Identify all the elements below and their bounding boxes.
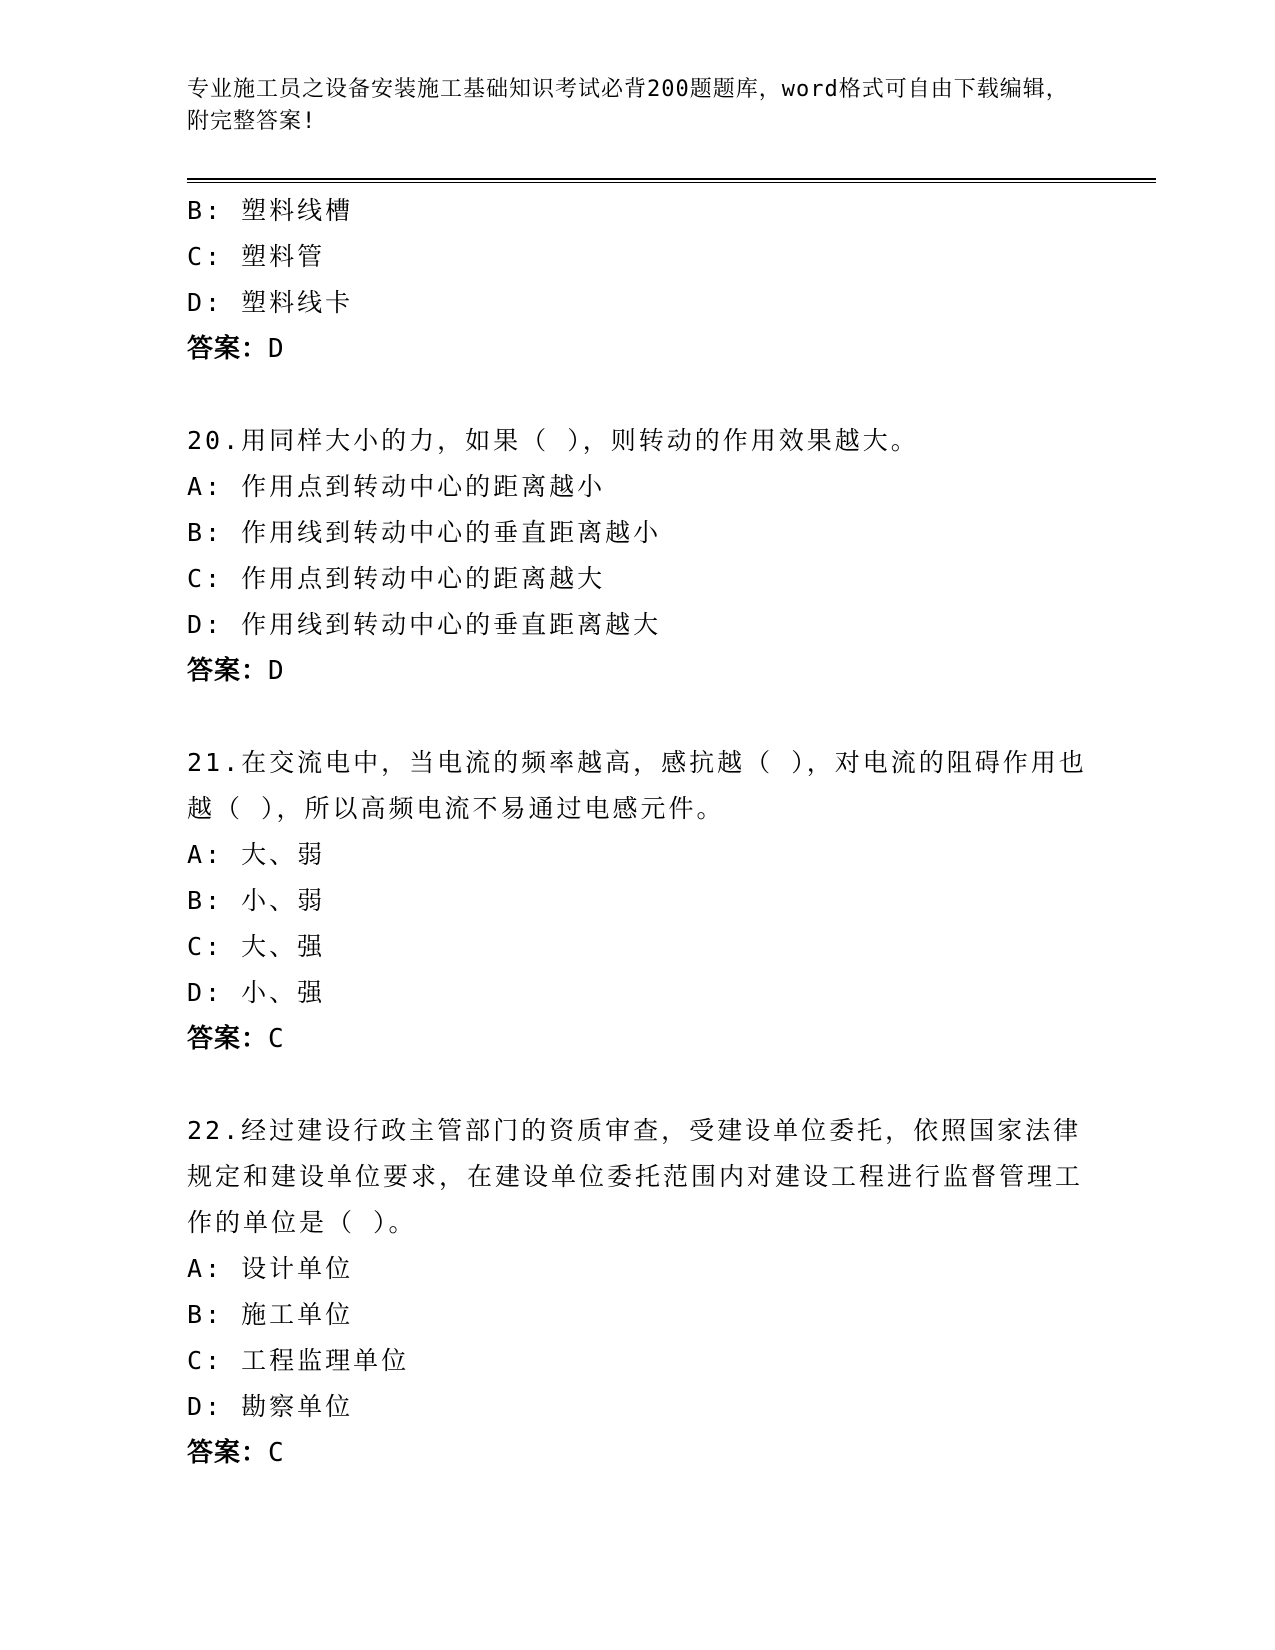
spacer	[187, 372, 1087, 418]
option-label: A:	[187, 840, 224, 869]
option-label: C:	[187, 242, 224, 271]
option-label: A:	[187, 472, 224, 501]
option-label: D:	[187, 610, 224, 639]
option-label: B:	[187, 196, 224, 225]
option-label: D:	[187, 1392, 224, 1421]
answer-line	[187, 1430, 1087, 1476]
option-text: 作用点到转动中心的距离越小	[241, 472, 606, 501]
option-d	[187, 1384, 1087, 1430]
spacer	[187, 694, 1087, 740]
option-label: C:	[187, 564, 224, 593]
option-d	[187, 970, 1087, 1016]
option-label: B:	[187, 886, 224, 915]
option-label: D:	[187, 978, 224, 1007]
option-text: 作用线到转动中心的垂直距离越大	[241, 610, 662, 639]
option-label: A:	[187, 1254, 224, 1283]
header-divider	[187, 178, 1156, 183]
answer-value: D	[268, 334, 285, 364]
question-stem: 22.经过建设行政主管部门的资质审查，受建设单位委托，依照国家法律规定和建设单位要求，在建设单位委托范围内对建设工程进行监督管理工作的单位是（ ）。	[187, 1116, 1084, 1237]
option-label: B:	[187, 518, 224, 547]
option-c	[187, 924, 1087, 970]
option-a	[187, 832, 1087, 878]
option-c	[187, 556, 1087, 602]
answer-line	[187, 326, 1087, 372]
question-stem: 20.用同样大小的力，如果（ ），则转动的作用效果越大。	[187, 426, 919, 455]
option-text: 大、强	[241, 932, 326, 961]
option-a	[187, 464, 1087, 510]
option-d	[187, 280, 1087, 326]
option-b	[187, 1292, 1087, 1338]
answer-label: 答案：	[187, 1438, 269, 1468]
question-stem: 21.在交流电中，当电流的频率越高，感抗越（ ），对电流的阻碍作用也越（ ），所以高频电流不易通过电感元件。	[187, 748, 1087, 823]
question-21	[187, 740, 1087, 1062]
answer-value: C	[268, 1024, 285, 1054]
option-text: 塑料线槽	[241, 196, 354, 225]
option-text: 塑料线卡	[241, 288, 354, 317]
question-19-continued	[187, 188, 1087, 372]
question-list	[187, 188, 1087, 1476]
option-d	[187, 602, 1087, 648]
option-label: D:	[187, 288, 224, 317]
option-text: 设计单位	[241, 1254, 354, 1283]
answer-label: 答案：	[187, 1024, 269, 1054]
answer-label: 答案：	[187, 334, 269, 364]
question-22	[187, 1108, 1087, 1476]
answer-value: D	[268, 656, 285, 686]
answer-line	[187, 648, 1087, 694]
option-text: 小、弱	[241, 886, 326, 915]
option-text: 作用点到转动中心的距离越大	[241, 564, 606, 593]
option-label: B:	[187, 1300, 224, 1329]
document-header: 专业施工员之设备安装施工基础知识考试必背200题题库，word格式可自由下载编辑，附完整答案!	[187, 77, 1069, 134]
option-b	[187, 510, 1087, 556]
answer-label: 答案：	[187, 656, 269, 686]
option-label: C:	[187, 1346, 224, 1375]
option-b	[187, 878, 1087, 924]
option-text: 施工单位	[241, 1300, 354, 1329]
option-text: 作用线到转动中心的垂直距离越小	[241, 518, 662, 547]
option-c	[187, 234, 1087, 280]
option-a	[187, 1246, 1087, 1292]
spacer	[187, 1062, 1087, 1108]
option-label: C:	[187, 932, 224, 961]
answer-value: C	[268, 1438, 285, 1468]
option-text: 工程监理单位	[241, 1346, 410, 1375]
answer-line	[187, 1016, 1087, 1062]
option-b	[187, 188, 1087, 234]
option-text: 小、强	[241, 978, 326, 1007]
option-text: 大、弱	[241, 840, 326, 869]
option-c	[187, 1338, 1087, 1384]
option-text: 塑料管	[241, 242, 326, 271]
option-text: 勘察单位	[241, 1392, 354, 1421]
question-20	[187, 418, 1087, 694]
